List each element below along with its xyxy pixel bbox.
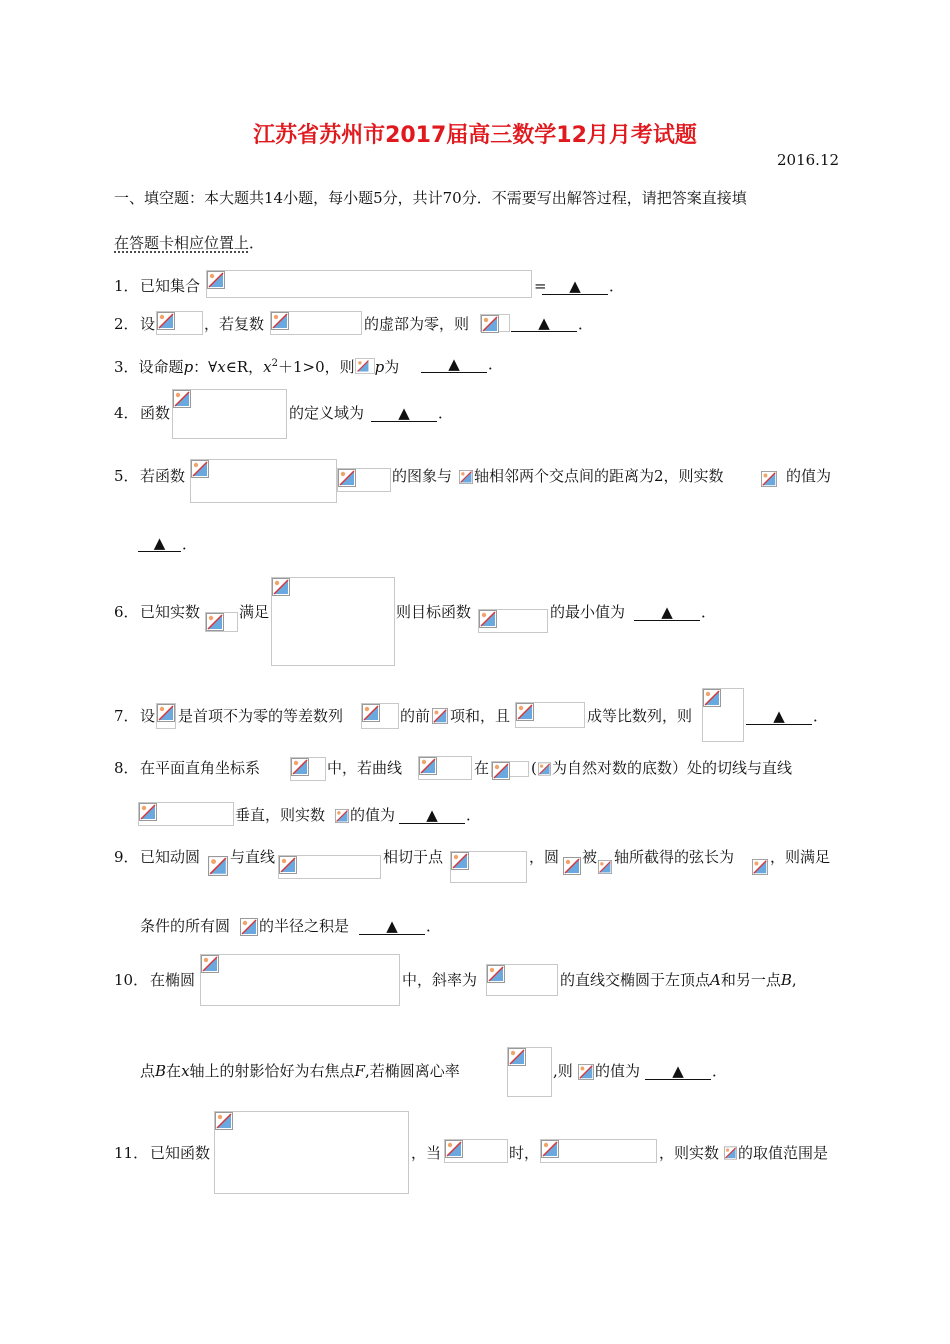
broken-image-icon	[479, 610, 497, 628]
q6-text-c: 则目标函数	[396, 603, 472, 621]
broken-image-icon	[563, 856, 581, 876]
q11-text-e: 的取值范围是	[738, 1144, 829, 1162]
broken-image-icon	[291, 758, 309, 776]
q10-ellipse-image	[200, 954, 400, 1006]
broken-image-icon	[538, 761, 551, 777]
broken-image-icon	[271, 312, 289, 330]
q10-eccentricity-image	[507, 1047, 552, 1097]
broken-image-icon	[578, 1063, 594, 1081]
q1-answer-blank[interactable]: ▲	[542, 277, 608, 295]
page-title: 江苏省苏州市2017届高三数学12月月考试题	[253, 123, 697, 148]
q11-number: 11．	[114, 1144, 149, 1162]
broken-image-icon	[240, 917, 258, 937]
q6-text-d: 的最小值为	[550, 603, 626, 621]
broken-image-icon	[481, 315, 499, 333]
q10-text-c: 的直线交椭圆于左顶点	[560, 971, 711, 989]
q1-formula-image	[206, 270, 532, 298]
q5-text-d: 的值为	[786, 467, 832, 485]
broken-image-icon	[139, 803, 157, 821]
broken-image-icon	[459, 469, 473, 485]
q10-focus-f: F	[354, 1062, 365, 1080]
q3-answer-blank[interactable]: ▲	[421, 355, 487, 373]
q10-text-g: 轴上的射影恰好为右焦点	[189, 1062, 355, 1080]
q3-text-c: ∈R，	[225, 358, 264, 376]
q11-text-a: 已知函数	[150, 1144, 211, 1162]
q7-number: 7．	[114, 707, 139, 725]
broken-image-icon	[492, 762, 510, 780]
q10-answer-blank[interactable]: ▲	[645, 1062, 711, 1080]
q7-formula-image-1	[156, 703, 176, 729]
q10-text-a: 在椭圆	[150, 971, 196, 989]
broken-image-icon	[335, 808, 349, 824]
broken-image-icon	[432, 708, 448, 724]
intro-emphasis: 在答题卡相应位置上	[114, 234, 250, 252]
exam-date: 2016.12	[777, 151, 840, 169]
q8-end: ．	[466, 806, 482, 824]
q5-end: ．	[182, 535, 198, 553]
q7-text-e: 成等比数列，则	[587, 707, 693, 725]
q9-text-b: 与直线	[230, 848, 276, 866]
broken-image-icon	[338, 469, 356, 487]
q10-end: ．	[712, 1062, 728, 1080]
q8-number: 8．	[114, 759, 139, 777]
broken-image-icon	[279, 856, 297, 874]
broken-image-icon	[445, 1140, 463, 1158]
q6-end: ．	[701, 603, 717, 621]
q10-comma: ,	[791, 971, 797, 989]
q7-text-a: 设	[140, 707, 156, 725]
broken-image-icon	[272, 578, 290, 596]
q2-number: 2．	[114, 315, 139, 333]
q1-number: 1．	[114, 277, 139, 295]
q3-var-p: p	[183, 358, 194, 376]
q10-text-h: ,若椭圆离心率	[364, 1062, 460, 1080]
q5-text-c: 轴相邻两个交点间的距离为2，则实数	[474, 467, 724, 485]
q3-number: 3．	[114, 358, 139, 376]
q10-text-i: ,则	[553, 1062, 573, 1080]
q3-var-x: x	[217, 358, 226, 376]
broken-image-icon	[419, 757, 437, 775]
q10-var-x: x	[181, 1062, 190, 1080]
q7-answer-blank[interactable]: ▲	[746, 707, 812, 725]
q9-answer-blank[interactable]: ▲	[359, 917, 425, 935]
q7-formula-image-3	[515, 702, 585, 728]
q6-number: 6．	[114, 603, 139, 621]
q2-end: ．	[578, 315, 594, 333]
section-intro-line2	[114, 233, 264, 253]
q6-formula-image-1	[205, 612, 238, 632]
q9-formula-image-2	[450, 851, 527, 883]
q5-answer-blank[interactable]: ▲	[138, 534, 181, 552]
broken-image-icon	[173, 390, 191, 408]
q9-text-g: ，则满足	[770, 848, 831, 866]
q7-formula-image-4	[702, 688, 744, 742]
q11-function-image	[214, 1111, 409, 1194]
q8-formula-image-4	[138, 802, 234, 826]
q8-formula-image-1	[290, 757, 326, 781]
q10-number: 10．	[114, 971, 149, 989]
q7-text-d: 项和，且	[450, 707, 511, 725]
q11-text-c: 时，	[509, 1144, 540, 1162]
q3-var-p2: p	[374, 358, 385, 376]
q7-end: ．	[813, 707, 829, 725]
q8-text-b: 中，若曲线	[327, 759, 403, 777]
q3-end: ．	[488, 355, 504, 373]
q11-condition-image	[444, 1139, 508, 1163]
q9-text-a: 已知动圆	[140, 848, 201, 866]
q7-text-c: 的前	[400, 707, 431, 725]
q8-text-a: 在平面直角坐标系	[140, 759, 261, 777]
q8-formula-image-2	[418, 756, 472, 780]
q5-text-a: 若函数	[140, 467, 186, 485]
q7-text-b: 是首项不为零的等差数列	[178, 707, 344, 725]
q8-answer-blank[interactable]: ▲	[399, 806, 465, 824]
q6-formula-image-2	[478, 609, 548, 633]
broken-image-icon	[703, 689, 721, 707]
q10-text-j: 的值为	[595, 1062, 641, 1080]
q4-formula-image	[172, 389, 287, 439]
q10-point-a: A	[710, 971, 721, 989]
q6-answer-blank[interactable]: ▲	[634, 603, 700, 621]
broken-image-icon	[760, 471, 778, 487]
q4-number: 4．	[114, 404, 139, 422]
q9-end: ．	[426, 917, 442, 935]
q2-text-b: ，若复数	[204, 315, 265, 333]
broken-image-icon	[157, 704, 175, 722]
q3-var-x2: x	[263, 358, 272, 376]
q10-point-b: B	[780, 971, 792, 989]
q6-constraints-image	[271, 577, 395, 666]
section-intro-line1: 一、填空题：本大题共14小题，每小题5分，共计70分．不需要写出解答过程，请把答案直接填	[114, 189, 747, 207]
q5-formula-image-2	[337, 468, 391, 492]
q4-end: ．	[438, 404, 454, 422]
q7-formula-image-2	[361, 703, 399, 729]
q1-text-a: 已知集合	[140, 277, 201, 295]
q6-text-a: 已知实数	[140, 603, 201, 621]
q9-text-f: 轴所截得的弦长为	[614, 848, 735, 866]
q8-text-d: (	[531, 759, 537, 777]
q9-text-e: 被	[582, 848, 598, 866]
q3-text-b: ：∀	[193, 358, 218, 376]
broken-image-icon	[201, 955, 219, 973]
broken-image-icon	[208, 856, 228, 876]
q10-line2	[140, 1061, 460, 1081]
q3-text-e: 为	[384, 358, 400, 376]
q10-line1	[560, 970, 797, 990]
broken-image-icon	[508, 1048, 526, 1066]
broken-image-icon	[724, 1145, 737, 1161]
q8-text-f: 垂直，则实数	[235, 806, 326, 824]
q3-text-a: 设命题	[138, 358, 184, 376]
q10-slope-image	[486, 964, 558, 996]
q5-number: 5．	[114, 467, 139, 485]
q1-end: ．	[609, 277, 625, 295]
q11-inequality-image	[540, 1139, 657, 1163]
q9-text-c: 相切于点	[383, 848, 444, 866]
q3-neg-image	[355, 358, 375, 374]
q1-equals: =	[534, 277, 547, 295]
broken-image-icon	[598, 858, 612, 876]
q9-text-i: 的半径之积是	[259, 917, 350, 935]
broken-image-icon	[487, 965, 505, 983]
q2-answer-blank[interactable]: ▲	[511, 314, 577, 332]
q5-text-b: 的图象与	[392, 467, 453, 485]
broken-image-icon	[215, 1112, 233, 1130]
q4-answer-blank[interactable]: ▲	[371, 404, 437, 422]
broken-image-icon	[356, 359, 370, 373]
q9-formula-image-1	[278, 855, 381, 879]
intro-period: ．	[249, 234, 265, 252]
q4-text-a: 函数	[140, 404, 171, 422]
q3-text-d: ＋1>0，则	[277, 358, 355, 376]
q2-text-a: 设	[140, 315, 156, 333]
q9-text-h: 条件的所有圆	[140, 917, 231, 935]
q9-text-d: ，圆	[529, 848, 560, 866]
q2-formula-image-3	[480, 314, 510, 332]
q8-text-c: 在	[474, 759, 490, 777]
q8-text-g: 的值为	[350, 806, 396, 824]
q5-formula-image-1	[190, 459, 337, 503]
q3-line	[114, 354, 399, 377]
broken-image-icon	[541, 1140, 559, 1158]
q2-formula-image-2	[270, 311, 362, 335]
q8-formula-image-3	[491, 761, 529, 777]
q2-text-c: 的虚部为零，则	[364, 315, 470, 333]
broken-image-icon	[516, 703, 534, 721]
q8-text-e: 为自然对数的底数）处的切线与直线	[552, 759, 793, 777]
q9-number: 9．	[114, 848, 139, 866]
q10-text-e: 点	[140, 1062, 156, 1080]
q6-text-b: 满足	[239, 603, 270, 621]
q10-text-d: 和另一点	[720, 971, 781, 989]
q2-formula-image-1	[156, 311, 203, 335]
broken-image-icon	[191, 460, 209, 478]
broken-image-icon	[362, 704, 380, 722]
q10-text-b: 中，斜率为	[402, 971, 478, 989]
broken-image-icon	[752, 858, 768, 876]
q10-text-f: 在	[166, 1062, 182, 1080]
broken-image-icon	[451, 852, 469, 870]
q11-text-b: ，当	[411, 1144, 442, 1162]
broken-image-icon	[157, 312, 175, 330]
broken-image-icon	[207, 271, 225, 289]
q4-text-b: 的定义域为	[289, 404, 365, 422]
broken-image-icon	[206, 613, 224, 631]
q11-text-d: ，则实数	[659, 1144, 720, 1162]
q10-point-b2: B	[155, 1062, 167, 1080]
q3-exponent: 2	[271, 358, 278, 369]
